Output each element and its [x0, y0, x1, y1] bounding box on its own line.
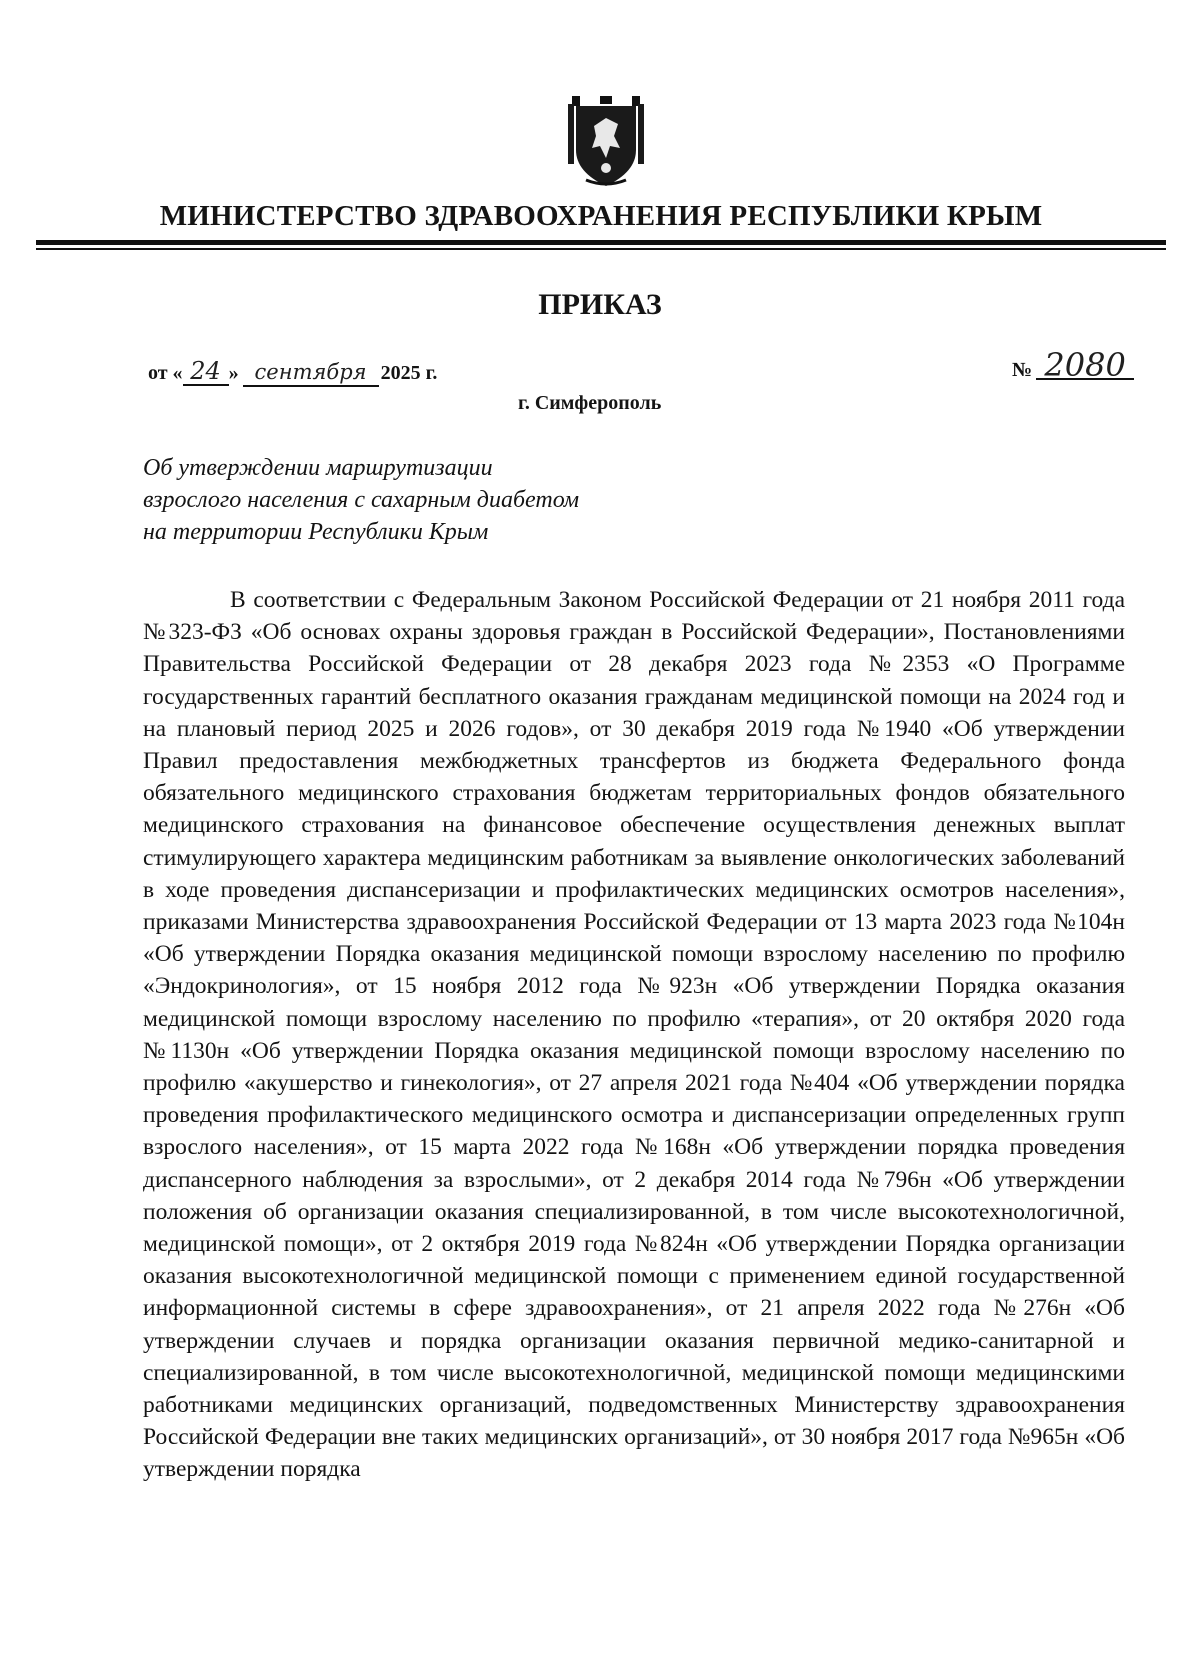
header-divider-thick [36, 240, 1166, 245]
order-subject [143, 452, 579, 548]
ministry-name: МИНИСТЕРСТВО ЗДРАВООХРАНЕНИЯ РЕСПУБЛИКИ КРЫМ [159, 200, 1043, 232]
order-body-paragraph: В соответствии с Федеральным Законом Российской Федерации от 21 ноября 2011 года №323-ФЗ «Об основах охраны здоровья граждан в Российской Федерации», Постановлениями Правительства Российской Федерации от 28 декабря 2023 года №2353 «О Программе государственных гарантий бесплатного оказания гражданам медицинской помощи на 2024 год и на плановый период 2025 и 2026 годов», от 30 декабря 2019 года №1940 «Об утверждении Правил предоставления межбюджетных трансфертов из бюджета Федерального фонда обязательного медицинского страхования бюджетам территориальных фондов обязательного медицинского страхования на финансовое обеспечение осуществления денежных выплат стимулирующего характера медицинским работникам за выявление онкологических заболеваний в ходе проведения диспансеризации и профилактических медицинских осмотров населения», приказами Министерства здравоохранения Российской Федерации от 13 марта 2023 года №104н «Об утверждении Порядка оказания медицинской помощи взрослому населению по профилю «Эндокринология», от 15 ноября 2012 года №923н «Об утверждении Порядка оказания медицинской помощи взрослому населению по профилю «терапия», от 20 октября 2020 года №1130н «Об утверждении Порядка оказания медицинской помощи взрослому населению по профилю «акушерство и гинекология», от 27 апреля 2021 года №404 «Об утверждении порядка проведения профилактического медицинского осмотра и диспансеризации определенных групп взрослого населения», от 15 марта 2022 года №168н «Об утверждении порядка проведения диспансерного наблюдения за взрослыми», от 2 декабря 2014 года №796н «Об утверждении положения об организации оказания специализированной, в том числе высокотехнологичной, медицинской помощи», от 2 октября 2019 года №824н «Об утверждении Порядка организации оказания высокотехнологичной медицинской помощи с применением единой государственной информационной системы в сфере здравоохранения», от 21 апреля 2022 года №276н «Об утверждении случаев и порядка организации оказания первичной медико-санитарной и специализированной, в том числе высокотехнологичной, медицинской помощи медицинскими работниками медицинских организаций, подведомственных Министерству здравоохранения Российской Федерации вне таких медицинских организаций», от 30 ноября 2017 года №965н «Об утверждении порядка [143, 587, 1125, 1483]
number-label: № [1012, 359, 1033, 381]
order-date [148, 358, 437, 387]
subject-line: на территории Республики Крым [143, 519, 489, 545]
document-type-title: ПРИКАЗ [538, 288, 662, 321]
date-day: 24 [183, 358, 229, 386]
number-value: 2080 [1036, 352, 1134, 380]
order-city: г. Симферополь [518, 392, 662, 414]
crimea-coat-of-arms-icon [566, 96, 646, 188]
date-year: 2025 г. [380, 362, 438, 384]
date-prefix: от « [148, 362, 183, 384]
subject-line: взрослого населения с сахарным диабетом [143, 487, 580, 513]
subject-line: Об утверждении маршрутизации [143, 455, 493, 481]
header-divider-thin [36, 248, 1166, 250]
date-day-close: » [228, 362, 239, 384]
date-month: сентября [243, 359, 379, 387]
order-number [1012, 346, 1134, 384]
